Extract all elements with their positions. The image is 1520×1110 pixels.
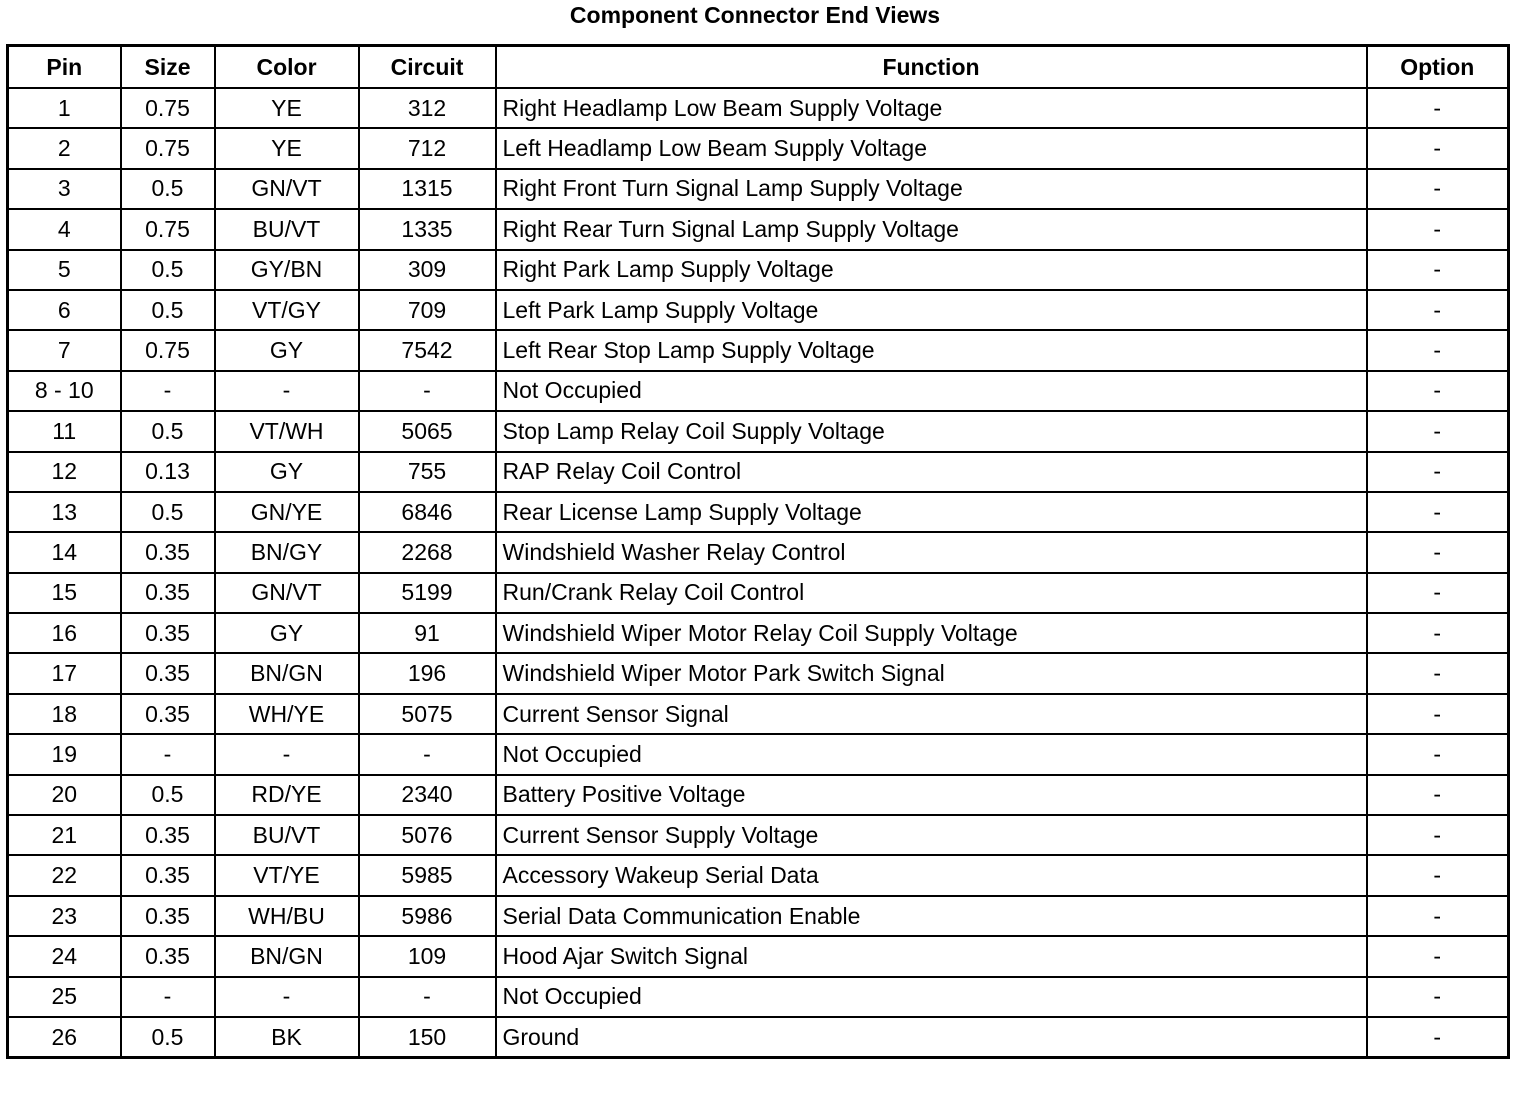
- function-cell: Run/Crank Relay Coil Control: [496, 573, 1367, 613]
- table-row: [8, 169, 1509, 209]
- circuit-cell: 7542: [359, 330, 496, 370]
- color-cell: YE: [215, 128, 359, 168]
- color-cell: YE: [215, 88, 359, 128]
- size-cell: 0.75: [121, 330, 215, 370]
- color-cell: BN/GN: [215, 936, 359, 976]
- table-row: [8, 88, 1509, 128]
- option-cell: -: [1367, 815, 1509, 855]
- color-cell: GY/BN: [215, 250, 359, 290]
- size-cell: 0.5: [121, 169, 215, 209]
- circuit-cell: 196: [359, 653, 496, 693]
- table-row: [8, 694, 1509, 734]
- color-cell: RD/YE: [215, 775, 359, 815]
- table-row: [8, 209, 1509, 249]
- circuit-cell: -: [359, 977, 496, 1017]
- size-cell: 0.35: [121, 855, 215, 895]
- pin-cell: 3: [8, 169, 121, 209]
- option-cell: -: [1367, 775, 1509, 815]
- table-row: [8, 734, 1509, 774]
- function-cell: Right Rear Turn Signal Lamp Supply Voltage: [496, 209, 1367, 249]
- pin-cell: 22: [8, 855, 121, 895]
- circuit-cell: 150: [359, 1017, 496, 1058]
- pin-cell: 24: [8, 936, 121, 976]
- color-cell: BN/GY: [215, 532, 359, 572]
- circuit-cell: 5985: [359, 855, 496, 895]
- circuit-cell: 1335: [359, 209, 496, 249]
- circuit-cell: 1315: [359, 169, 496, 209]
- table-row: [8, 815, 1509, 855]
- size-cell: 0.5: [121, 492, 215, 532]
- size-cell: 0.35: [121, 573, 215, 613]
- column-header-color: Color: [215, 46, 359, 89]
- option-cell: -: [1367, 492, 1509, 532]
- color-cell: GY: [215, 452, 359, 492]
- color-cell: VT/WH: [215, 411, 359, 451]
- function-cell: Right Front Turn Signal Lamp Supply Voltage: [496, 169, 1367, 209]
- function-cell: Current Sensor Signal: [496, 694, 1367, 734]
- circuit-cell: 91: [359, 613, 496, 653]
- table-row: [8, 128, 1509, 168]
- size-cell: 0.35: [121, 896, 215, 936]
- column-header-size: Size: [121, 46, 215, 89]
- table-row: [8, 532, 1509, 572]
- function-cell: Battery Positive Voltage: [496, 775, 1367, 815]
- option-cell: -: [1367, 896, 1509, 936]
- circuit-cell: 2268: [359, 532, 496, 572]
- option-cell: -: [1367, 209, 1509, 249]
- table-row: [8, 896, 1509, 936]
- color-cell: GN/VT: [215, 573, 359, 613]
- column-header-circuit: Circuit: [359, 46, 496, 89]
- pin-cell: 19: [8, 734, 121, 774]
- option-cell: -: [1367, 694, 1509, 734]
- pin-cell: 12: [8, 452, 121, 492]
- pin-cell: 25: [8, 977, 121, 1017]
- function-cell: Windshield Wiper Motor Relay Coil Supply Voltage: [496, 613, 1367, 653]
- color-cell: GN/VT: [215, 169, 359, 209]
- column-header-option: Option: [1367, 46, 1509, 89]
- pin-cell: 6: [8, 290, 121, 330]
- table-row: [8, 290, 1509, 330]
- function-cell: Windshield Wiper Motor Park Switch Signal: [496, 653, 1367, 693]
- pin-cell: 8 - 10: [8, 371, 121, 411]
- function-cell: Ground: [496, 1017, 1367, 1058]
- function-cell: Right Headlamp Low Beam Supply Voltage: [496, 88, 1367, 128]
- pin-cell: 5: [8, 250, 121, 290]
- color-cell: GY: [215, 613, 359, 653]
- size-cell: 0.75: [121, 88, 215, 128]
- option-cell: -: [1367, 371, 1509, 411]
- option-cell: -: [1367, 653, 1509, 693]
- table-row: [8, 653, 1509, 693]
- table-row: [8, 977, 1509, 1017]
- option-cell: -: [1367, 250, 1509, 290]
- table-row: [8, 371, 1509, 411]
- column-header-pin: Pin: [8, 46, 121, 89]
- function-cell: Left Park Lamp Supply Voltage: [496, 290, 1367, 330]
- function-cell: Not Occupied: [496, 371, 1367, 411]
- option-cell: -: [1367, 734, 1509, 774]
- option-cell: -: [1367, 532, 1509, 572]
- pin-cell: 26: [8, 1017, 121, 1058]
- color-cell: WH/YE: [215, 694, 359, 734]
- circuit-cell: 5076: [359, 815, 496, 855]
- circuit-cell: 709: [359, 290, 496, 330]
- pin-cell: 23: [8, 896, 121, 936]
- circuit-cell: 755: [359, 452, 496, 492]
- table-row: [8, 250, 1509, 290]
- table-row: [8, 1017, 1509, 1058]
- pin-cell: 2: [8, 128, 121, 168]
- size-cell: 0.5: [121, 290, 215, 330]
- table-row: [8, 855, 1509, 895]
- color-cell: -: [215, 734, 359, 774]
- option-cell: -: [1367, 411, 1509, 451]
- circuit-cell: 309: [359, 250, 496, 290]
- size-cell: 0.75: [121, 128, 215, 168]
- circuit-cell: 5986: [359, 896, 496, 936]
- circuit-cell: 5199: [359, 573, 496, 613]
- pin-cell: 4: [8, 209, 121, 249]
- function-cell: Windshield Washer Relay Control: [496, 532, 1367, 572]
- pin-cell: 20: [8, 775, 121, 815]
- size-cell: 0.13: [121, 452, 215, 492]
- table-row: [8, 330, 1509, 370]
- option-cell: -: [1367, 452, 1509, 492]
- column-header-function: Function: [496, 46, 1367, 89]
- color-cell: -: [215, 977, 359, 1017]
- option-cell: -: [1367, 936, 1509, 976]
- size-cell: 0.35: [121, 532, 215, 572]
- size-cell: 0.5: [121, 775, 215, 815]
- size-cell: -: [121, 734, 215, 774]
- color-cell: BU/VT: [215, 209, 359, 249]
- circuit-cell: -: [359, 371, 496, 411]
- pin-cell: 1: [8, 88, 121, 128]
- table-row: [8, 936, 1509, 976]
- function-cell: Not Occupied: [496, 734, 1367, 774]
- size-cell: 0.35: [121, 694, 215, 734]
- pin-cell: 16: [8, 613, 121, 653]
- color-cell: BU/VT: [215, 815, 359, 855]
- pin-cell: 17: [8, 653, 121, 693]
- size-cell: 0.35: [121, 936, 215, 976]
- table-row: [8, 613, 1509, 653]
- table-row: [8, 573, 1509, 613]
- table-row: [8, 411, 1509, 451]
- table-row: [8, 492, 1509, 532]
- size-cell: -: [121, 371, 215, 411]
- circuit-cell: 5065: [359, 411, 496, 451]
- function-cell: Current Sensor Supply Voltage: [496, 815, 1367, 855]
- connector-pin-table: [6, 44, 1510, 1059]
- function-cell: Left Rear Stop Lamp Supply Voltage: [496, 330, 1367, 370]
- function-cell: Rear License Lamp Supply Voltage: [496, 492, 1367, 532]
- option-cell: -: [1367, 330, 1509, 370]
- color-cell: VT/YE: [215, 855, 359, 895]
- option-cell: -: [1367, 855, 1509, 895]
- table-row: [8, 775, 1509, 815]
- function-cell: RAP Relay Coil Control: [496, 452, 1367, 492]
- option-cell: -: [1367, 128, 1509, 168]
- size-cell: -: [121, 977, 215, 1017]
- pin-cell: 14: [8, 532, 121, 572]
- pin-cell: 18: [8, 694, 121, 734]
- size-cell: 0.35: [121, 613, 215, 653]
- color-cell: -: [215, 371, 359, 411]
- function-cell: Not Occupied: [496, 977, 1367, 1017]
- color-cell: VT/GY: [215, 290, 359, 330]
- pin-cell: 7: [8, 330, 121, 370]
- function-cell: Serial Data Communication Enable: [496, 896, 1367, 936]
- size-cell: 0.5: [121, 411, 215, 451]
- pin-cell: 13: [8, 492, 121, 532]
- size-cell: 0.5: [121, 1017, 215, 1058]
- pin-cell: 15: [8, 573, 121, 613]
- pin-cell: 21: [8, 815, 121, 855]
- size-cell: 0.35: [121, 815, 215, 855]
- option-cell: -: [1367, 88, 1509, 128]
- size-cell: 0.35: [121, 653, 215, 693]
- page-title: Component Connector End Views: [569, 2, 941, 28]
- circuit-cell: 5075: [359, 694, 496, 734]
- option-cell: -: [1367, 169, 1509, 209]
- pin-cell: 11: [8, 411, 121, 451]
- circuit-cell: 109: [359, 936, 496, 976]
- option-cell: -: [1367, 573, 1509, 613]
- circuit-cell: 312: [359, 88, 496, 128]
- color-cell: BK: [215, 1017, 359, 1058]
- option-cell: -: [1367, 1017, 1509, 1058]
- size-cell: 0.5: [121, 250, 215, 290]
- size-cell: 0.75: [121, 209, 215, 249]
- function-cell: Accessory Wakeup Serial Data: [496, 855, 1367, 895]
- function-cell: Right Park Lamp Supply Voltage: [496, 250, 1367, 290]
- color-cell: BN/GN: [215, 653, 359, 693]
- option-cell: -: [1367, 290, 1509, 330]
- color-cell: WH/BU: [215, 896, 359, 936]
- table-header-row: [8, 46, 1509, 89]
- function-cell: Stop Lamp Relay Coil Supply Voltage: [496, 411, 1367, 451]
- option-cell: -: [1367, 977, 1509, 1017]
- circuit-cell: 2340: [359, 775, 496, 815]
- function-cell: Hood Ajar Switch Signal: [496, 936, 1367, 976]
- table-row: [8, 452, 1509, 492]
- function-cell: Left Headlamp Low Beam Supply Voltage: [496, 128, 1367, 168]
- option-cell: -: [1367, 613, 1509, 653]
- circuit-cell: -: [359, 734, 496, 774]
- circuit-cell: 712: [359, 128, 496, 168]
- color-cell: GY: [215, 330, 359, 370]
- circuit-cell: 6846: [359, 492, 496, 532]
- color-cell: GN/YE: [215, 492, 359, 532]
